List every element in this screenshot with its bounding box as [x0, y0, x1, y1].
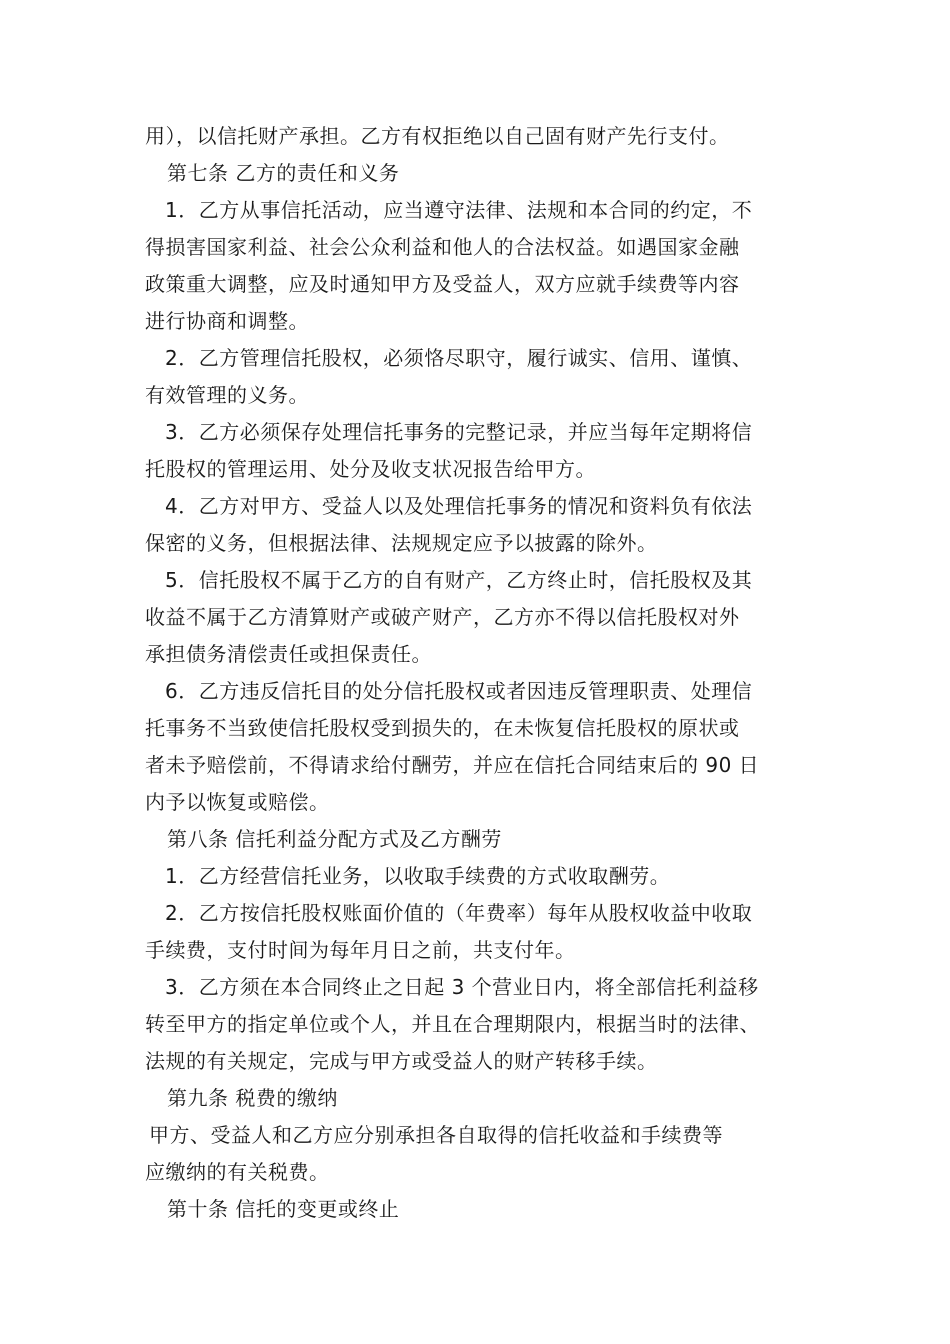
clause-line: 2．乙方按信托股权账面价值的（年费率）每年从股权收益中收取	[165, 901, 753, 925]
text-line: 手续费，支付时间为每年月日之前，共支付年。	[145, 938, 576, 962]
text-line: 托股权的管理运用、处分及收支状况报告给甲方。	[145, 457, 596, 481]
clause-line: 3．乙方须在本合同终止之日起 3 个营业日内，将全部信托利益移	[165, 975, 759, 999]
text-line: 收益不属于乙方清算财产或破产财产，乙方亦不得以信托股权对外	[145, 605, 740, 629]
text-line: 转至甲方的指定单位或个人，并且在合理期限内，根据当时的法律、	[145, 1012, 760, 1036]
clause-line: 2．乙方管理信托股权，必须恪尽职守，履行诚实、信用、谨慎、	[165, 346, 753, 370]
document-body	[145, 118, 825, 1228]
text-line: 应缴纳的有关税费。	[145, 1160, 330, 1184]
text-line: 者未予赔偿前，不得请求给付酬劳，并应在信托合同结束后的 90 日	[145, 753, 760, 777]
text-line: 托事务不当致使信托股权受到损失的，在未恢复信托股权的原状或	[145, 716, 740, 740]
clause-line: 1．乙方经营信托业务，以收取手续费的方式收取酬劳。	[165, 864, 671, 888]
text-line: 有效管理的义务。	[145, 383, 309, 407]
text-line: 法规的有关规定，完成与甲方或受益人的财产转移手续。	[145, 1049, 658, 1073]
text-line: 进行协商和调整。	[145, 309, 309, 333]
text-line: 承担债务清偿责任或担保责任。	[145, 642, 432, 666]
clause-line: 4．乙方对甲方、受益人以及处理信托事务的情况和资料负有依法	[165, 494, 753, 518]
clause-line: 6．乙方违反信托目的处分信托股权或者因违反管理职责、处理信	[165, 679, 753, 703]
text-line: 保密的义务，但根据法律、法规规定应予以披露的除外。	[145, 531, 658, 555]
clause-line: 5．信托股权不属于乙方的自有财产，乙方终止时，信托股权及其	[165, 568, 753, 592]
text-line: 用），以信托财产承担。乙方有权拒绝以自己固有财产先行支付。	[145, 124, 730, 148]
article-heading: 第八条 信托利益分配方式及乙方酬劳	[167, 827, 502, 851]
clause-line: 3．乙方必须保存处理信托事务的完整记录，并应当每年定期将信	[165, 420, 753, 444]
text-line: 内予以恢复或赔偿。	[145, 790, 330, 814]
text-line: 得损害国家利益、社会公众利益和他人的合法权益。如遇国家金融	[145, 235, 740, 259]
article-heading: 第九条 税费的缴纳	[167, 1086, 338, 1110]
article-heading: 第十条 信托的变更或终止	[167, 1197, 400, 1221]
article-heading: 第七条 乙方的责任和义务	[167, 161, 400, 185]
clause-line: 1．乙方从事信托活动，应当遵守法律、法规和本合同的约定，不	[165, 198, 753, 222]
text-line: 政策重大调整，应及时通知甲方及受益人，双方应就手续费等内容	[145, 272, 740, 296]
clause-line: 甲方、受益人和乙方应分别承担各自取得的信托收益和手续费等	[149, 1123, 723, 1147]
